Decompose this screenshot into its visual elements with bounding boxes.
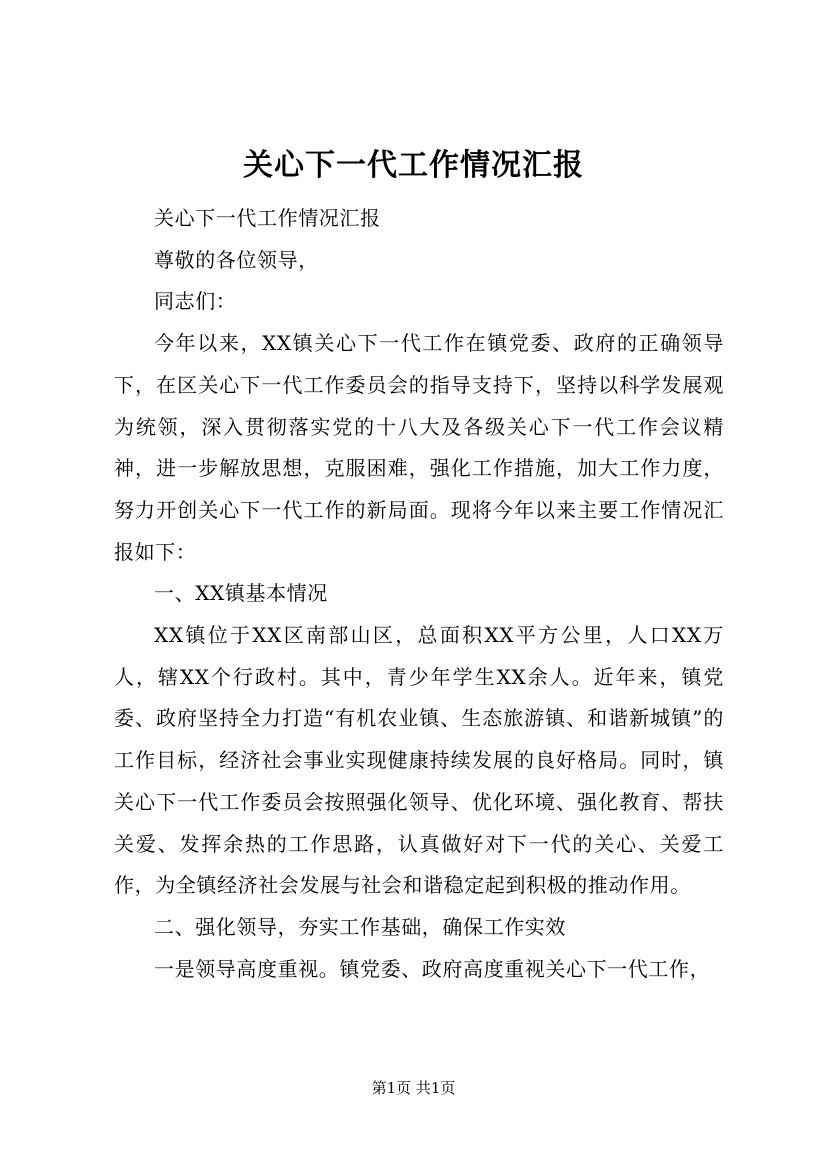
section-heading-1: 一、XX镇基本情况 bbox=[154, 581, 328, 606]
document-title: 关心下一代工作情况汇报 bbox=[243, 148, 584, 183]
paragraph-heading-repeat: 关心下一代工作情况汇报 bbox=[154, 206, 381, 230]
section-heading-2: 二、强化领导，夯实工作基础，确保工作实效 bbox=[154, 914, 566, 939]
paragraph-intro: 今年以来，XX镇关心下一代工作在镇党委、政府的正确领导下，在区关心下一代工作委员会的指导支持下，坚持以科学发展观为统领，深入贯彻落实党的十八大及各级关心下一代工作会议精神，进一步解放思想，克服困难，强化工作措施，加大工作力度，努力开创关心下一代工作的新局面。现将今年以来主要工作情况汇报如下： bbox=[114, 331, 724, 564]
paragraph-basic-info: XX镇位于XX区南部山区，总面积XX平方公里，人口XX万人，辖XX个行政村。其中，青少年学生XX余人。近年来，镇党委、政府坚持全力打造“有机农业镇、生态旅游镇、和谐新城镇”的工作目标，经济社会事业实现健康持续发展的良好格局。同时，镇关心下一代工作委员会按照强化领导、优化环境、强化教育、帮扶关爱、发挥余热的工作思路，认真做好对下一代的关心、关爱工作，为全镇经济社会发展与社会和谐稳定起到积极的推动作用。 bbox=[114, 623, 724, 898]
paragraph-greeting: 同志们： bbox=[154, 289, 237, 314]
document-body bbox=[114, 198, 724, 990]
page-number-footer: 第1页 共1页 bbox=[371, 1079, 456, 1097]
paragraph-salutation: 尊敬的各位领导， bbox=[154, 247, 319, 272]
paragraph-leadership: 一是领导高度重视。镇党委、政府高度重视关心下一代工作， bbox=[154, 956, 711, 981]
